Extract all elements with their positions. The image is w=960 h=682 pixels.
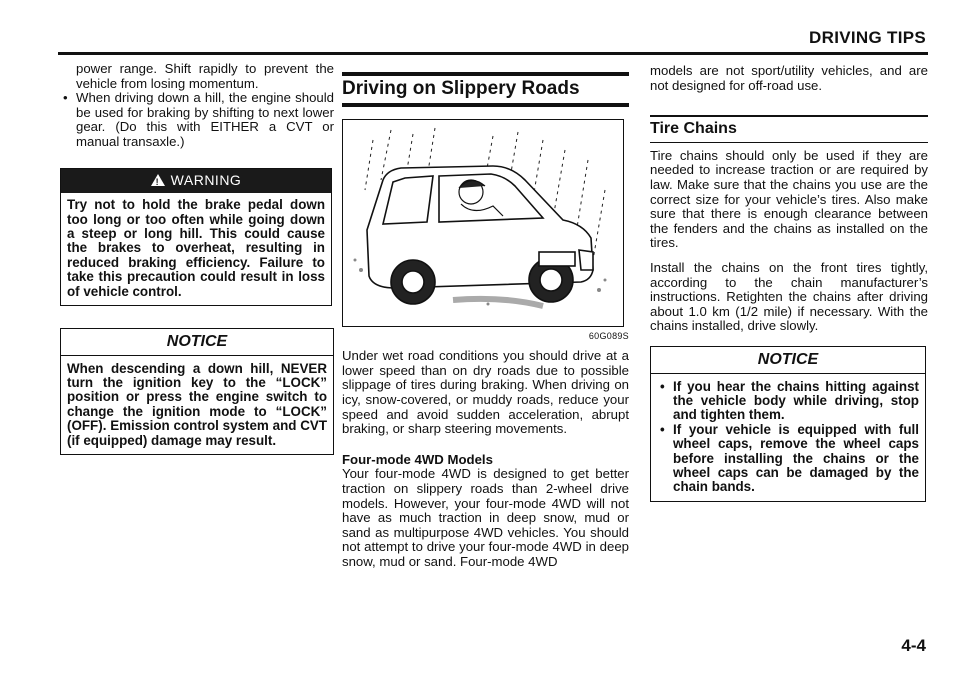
section-title: Driving on Slippery Roads [342, 78, 580, 99]
wet-road-paragraph: Under wet road conditions you should drive at a lower speed than on dry roads due to possible slippage of tires during braking. When driving on icy, snow-covered, or muddy roads, reduce your speed and avoid sudden acceleration, abrupt braking, or sharp steering movements. [342, 348, 629, 437]
notice-bullet-2: • If your vehicle is equipped with full wheel caps, remove the wheel caps before installing the chains or the wheel caps can be damaged by the chain bands. [657, 423, 919, 495]
page-number: 4-4 [901, 636, 926, 655]
subsection-rule-bottom [650, 142, 928, 143]
notice-header-left: NOTICE [61, 329, 333, 356]
car-in-rain-drawing [343, 120, 623, 326]
tire-chains-paragraph-1: Tire chains should only be used if they are needed to increase traction or are required by law. Make sure that the chains you use are the correct size for your vehicle’s tires. Also make sure that there is enough clearance between the fenders and the chains as installed on the tires. [650, 147, 928, 251]
header-title: DRIVING TIPS [809, 28, 926, 47]
tire-chains-paragraph-2: Install the chains on the front tires tightly, according to the chain manufacturer’s instructions. Retighten the chains after driving about 1.0 km (1/2 mile) if necessary. With the chains installed, drive slowly. [650, 259, 928, 334]
notice-text-left: When descending a down hill, NEVER turn the ignition key to the “LOCK” position or press the engine switch to change the ignition mode to “LOCK” (OFF). Emission control system and CVT (if equipped) damage may result. [67, 360, 327, 448]
column-middle [342, 66, 629, 570]
intro-continued-text: power range. Shift rapidly to prevent the vehicle from losing momentum. [76, 61, 334, 91]
four-mode-subheading: Four-mode 4WD Models [342, 451, 493, 467]
tire-chains-title: Tire Chains [650, 120, 737, 138]
warning-text: Try not to hold the brake pedal down too long or too often while going down a steep or long hill. This could cause the brakes to overheat, resulting in reduced braking efficiency. Failure to take this precaution could result in loss of vehicle control. [67, 197, 325, 299]
notice-bullet-1: • If you hear the chains hitting against the vehicle body while driving, stop and tighten them. [657, 380, 919, 423]
notice-body-right [651, 374, 925, 501]
road-shadow-icon [453, 298, 543, 305]
warning-triangle-icon [151, 174, 165, 186]
four-mode-continued-text: models are not sport/utility vehicles, and are not designed for off-road use. [650, 63, 928, 93]
warning-header [61, 169, 331, 194]
header-rule [58, 52, 928, 55]
figure-code: 60G089S [588, 330, 629, 341]
column-right [650, 64, 928, 502]
section-rule-bottom [342, 103, 629, 107]
four-mode-paragraph: Your four-mode 4WD is designed to get better traction on slippery roads than 2-wheel drive models. However, your four-mode 4WD will not have as much traction in deep snow, mud or sand as multipurpose 4WD vehicles. You should not attempt to drive your four-mode 4WD in deep snow, mud or sand. Four-mode 4WD [342, 466, 629, 569]
bullet-downhill: • When driving down a hill, the engine should be used for braking by shifting to next lower gear. (Do this with EITHER a CVT or manual transaxle.) [60, 91, 334, 149]
column-left [60, 62, 334, 455]
warning-box [60, 168, 332, 306]
warning-label: WARNING [170, 171, 242, 188]
notice-box-right [650, 346, 926, 502]
slippery-road-illustration [342, 119, 624, 327]
notice-header-right: NOTICE [651, 347, 925, 374]
notice-box-left [60, 328, 334, 455]
